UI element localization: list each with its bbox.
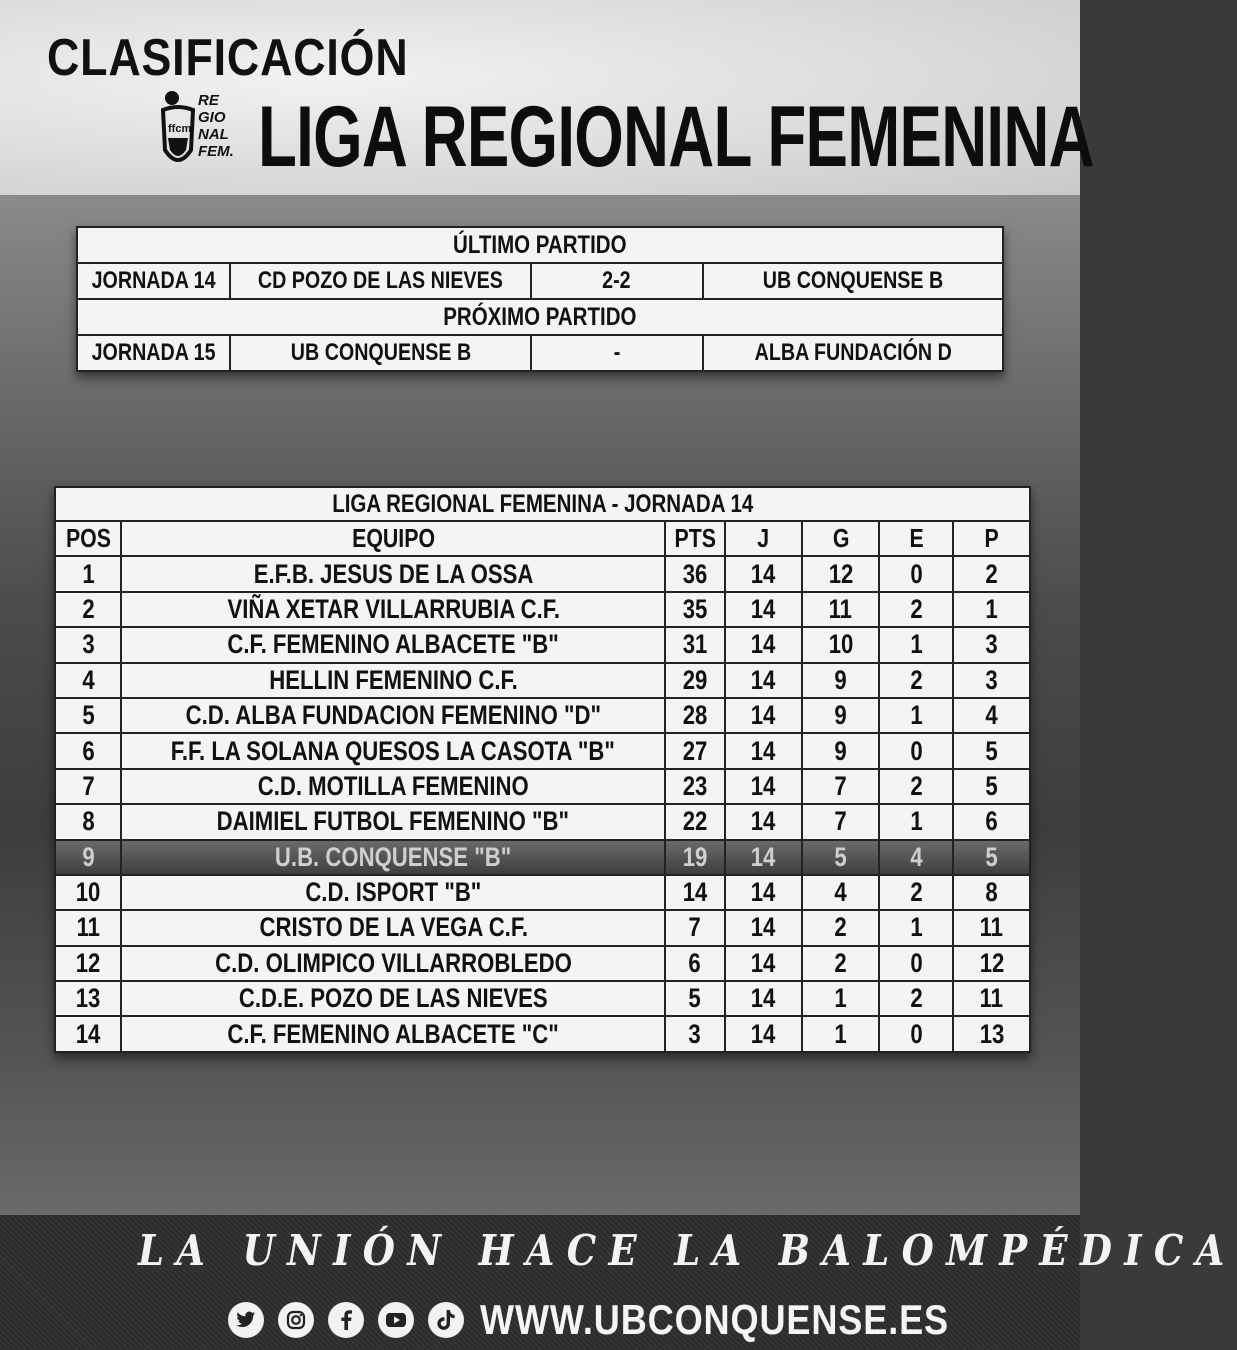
last-match-row: [77, 263, 1003, 299]
table-row: [55, 627, 1030, 662]
slogan: LA UNIÓN HACE LA BALOMPÉDICA: [138, 1226, 1237, 1275]
cell-e: 0: [879, 1016, 953, 1051]
website-link[interactable]: WWW.UBCONQUENSE.ES: [480, 1296, 949, 1343]
cell-e: 2: [879, 769, 953, 804]
cell-pos: 12: [55, 946, 121, 981]
last-match-heading: ÚLTIMO PARTIDO: [77, 227, 1003, 263]
col-header-j: J: [725, 521, 802, 556]
cell-pts: 6: [665, 946, 724, 981]
standings-body: [55, 556, 1030, 1051]
last-match-away: UB CONQUENSE B: [703, 263, 1003, 299]
cell-p: 5: [953, 733, 1030, 768]
cell-j: 14: [725, 946, 802, 981]
cell-e: 1: [879, 698, 953, 733]
cell-p: 11: [953, 910, 1030, 945]
cell-g: 4: [802, 875, 879, 910]
cell-team: U.B. CONQUENSE "B": [121, 840, 665, 875]
page-subtitle: CLASIFICACIÓN: [47, 29, 409, 87]
cell-j: 14: [725, 910, 802, 945]
table-row: [55, 910, 1030, 945]
cell-p: 13: [953, 1016, 1030, 1051]
cell-j: 14: [725, 875, 802, 910]
cell-p: 5: [953, 840, 1030, 875]
facebook-icon[interactable]: [328, 1302, 364, 1338]
cell-g: 2: [802, 946, 879, 981]
cell-pos: 6: [55, 733, 121, 768]
cell-team: C.D. MOTILLA FEMENINO: [121, 769, 665, 804]
last-match-heading-row: [77, 227, 1003, 263]
cell-team: DAIMIEL FUTBOL FEMENINO "B": [121, 804, 665, 839]
cell-pts: 35: [665, 592, 724, 627]
cell-team: HELLIN FEMENINO C.F.: [121, 663, 665, 698]
cell-pts: 23: [665, 769, 724, 804]
cell-pts: 22: [665, 804, 724, 839]
page-title: LIGA REGIONAL FEMENINA: [258, 89, 1094, 185]
logo-wordmark: RE GIO NAL FEM.: [198, 92, 234, 160]
next-match-heading: PRÓXIMO PARTIDO: [77, 299, 1003, 335]
cell-g: 12: [802, 556, 879, 591]
last-match-home: CD POZO DE LAS NIEVES: [230, 263, 531, 299]
col-header-pts: PTS: [665, 521, 724, 556]
col-header-e: E: [879, 521, 953, 556]
cell-pts: 5: [665, 981, 724, 1016]
cell-team: C.D. OLIMPICO VILLARROBLEDO: [121, 946, 665, 981]
cell-e: 2: [879, 981, 953, 1016]
next-match-home: UB CONQUENSE B: [230, 335, 531, 371]
cell-e: 4: [879, 840, 953, 875]
cell-pts: 14: [665, 875, 724, 910]
cell-pos: 3: [55, 627, 121, 662]
league-crest-icon: [160, 88, 196, 174]
cell-p: 12: [953, 946, 1030, 981]
tiktok-icon[interactable]: [428, 1302, 464, 1338]
cell-j: 14: [725, 627, 802, 662]
cell-team: C.D.E. POZO DE LAS NIEVES: [121, 981, 665, 1016]
instagram-icon[interactable]: [278, 1302, 314, 1338]
cell-j: 14: [725, 556, 802, 591]
cell-g: 1: [802, 1016, 879, 1051]
cell-pos: 13: [55, 981, 121, 1016]
cell-team: E.F.B. JESUS DE LA OSSA: [121, 556, 665, 591]
cell-pts: 19: [665, 840, 724, 875]
cell-pos: 14: [55, 1016, 121, 1051]
cell-g: 9: [802, 698, 879, 733]
cell-pos: 7: [55, 769, 121, 804]
twitter-icon[interactable]: [228, 1302, 264, 1338]
svg-text:ffcm: ffcm: [168, 123, 192, 135]
cell-team: CRISTO DE LA VEGA C.F.: [121, 910, 665, 945]
cell-p: 6: [953, 804, 1030, 839]
standings-table: [54, 486, 1031, 1053]
cell-j: 14: [725, 804, 802, 839]
cell-e: 0: [879, 556, 953, 591]
cell-j: 14: [725, 733, 802, 768]
cell-g: 9: [802, 663, 879, 698]
cell-p: 2: [953, 556, 1030, 591]
next-match-round: JORNADA 15: [77, 335, 230, 371]
cell-g: 11: [802, 592, 879, 627]
cell-p: 3: [953, 627, 1030, 662]
cell-pos: 11: [55, 910, 121, 945]
next-match-row: [77, 335, 1003, 371]
cell-j: 14: [725, 769, 802, 804]
standings-caption: LIGA REGIONAL FEMENINA - JORNADA 14: [55, 487, 1030, 521]
cell-g: 1: [802, 981, 879, 1016]
cell-p: 8: [953, 875, 1030, 910]
cell-team: C.D. ISPORT "B": [121, 875, 665, 910]
cell-e: 1: [879, 910, 953, 945]
cell-pos: 5: [55, 698, 121, 733]
cell-e: 1: [879, 804, 953, 839]
cell-pts: 36: [665, 556, 724, 591]
cell-g: 7: [802, 769, 879, 804]
table-row: [55, 875, 1030, 910]
cell-team: C.F. FEMENINO ALBACETE "C": [121, 1016, 665, 1051]
table-row: [55, 592, 1030, 627]
table-row: [55, 663, 1030, 698]
cell-pos: 9: [55, 840, 121, 875]
cell-e: 1: [879, 627, 953, 662]
cell-pts: 29: [665, 663, 724, 698]
cell-pos: 1: [55, 556, 121, 591]
cell-j: 14: [725, 840, 802, 875]
next-match-heading-row: [77, 299, 1003, 335]
cell-pts: 28: [665, 698, 724, 733]
cell-team: C.D. ALBA FUNDACION FEMENINO "D": [121, 698, 665, 733]
cell-j: 14: [725, 592, 802, 627]
cell-e: 2: [879, 875, 953, 910]
col-header-team: EQUIPO: [121, 521, 665, 556]
table-row: [55, 946, 1030, 981]
cell-pos: 10: [55, 875, 121, 910]
cell-pts: 3: [665, 1016, 724, 1051]
table-row: [55, 733, 1030, 768]
cell-j: 14: [725, 698, 802, 733]
cell-pts: 31: [665, 627, 724, 662]
last-match-round: JORNADA 14: [77, 263, 230, 299]
table-row: [55, 698, 1030, 733]
cell-p: 11: [953, 981, 1030, 1016]
next-match-away: ALBA FUNDACIÓN D: [703, 335, 1003, 371]
cell-g: 9: [802, 733, 879, 768]
matches-table: [76, 226, 1004, 372]
standings-caption-row: [55, 487, 1030, 521]
cell-e: 0: [879, 946, 953, 981]
cell-pos: 4: [55, 663, 121, 698]
col-header-pos: POS: [55, 521, 121, 556]
cell-e: 0: [879, 733, 953, 768]
cell-p: 1: [953, 592, 1030, 627]
table-row: [55, 1016, 1030, 1051]
cell-e: 2: [879, 663, 953, 698]
cell-team: F.F. LA SOLANA QUESOS LA CASOTA "B": [121, 733, 665, 768]
cell-pos: 2: [55, 592, 121, 627]
league-logo: [160, 88, 240, 178]
cell-team: VIÑA XETAR VILLARRUBIA C.F.: [121, 592, 665, 627]
table-row: [55, 769, 1030, 804]
cell-team: C.F. FEMENINO ALBACETE "B": [121, 627, 665, 662]
cell-g: 7: [802, 804, 879, 839]
cell-g: 10: [802, 627, 879, 662]
table-row-highlighted: [55, 840, 1030, 875]
cell-j: 14: [725, 981, 802, 1016]
last-match-score: 2-2: [531, 263, 703, 299]
cell-j: 14: [725, 1016, 802, 1051]
cell-g: 5: [802, 840, 879, 875]
col-header-p: P: [953, 521, 1030, 556]
col-header-g: G: [802, 521, 879, 556]
table-row: [55, 981, 1030, 1016]
cell-e: 2: [879, 592, 953, 627]
cell-p: 3: [953, 663, 1030, 698]
cell-pts: 27: [665, 733, 724, 768]
cell-pos: 8: [55, 804, 121, 839]
youtube-icon[interactable]: [378, 1302, 414, 1338]
cell-p: 4: [953, 698, 1030, 733]
cell-p: 5: [953, 769, 1030, 804]
next-match-score: -: [531, 335, 703, 371]
table-row: [55, 804, 1030, 839]
social-links: [228, 1302, 464, 1338]
cell-g: 2: [802, 910, 879, 945]
table-row: [55, 556, 1030, 591]
cell-pts: 7: [665, 910, 724, 945]
standings-header-row: [55, 521, 1030, 556]
cell-j: 14: [725, 663, 802, 698]
